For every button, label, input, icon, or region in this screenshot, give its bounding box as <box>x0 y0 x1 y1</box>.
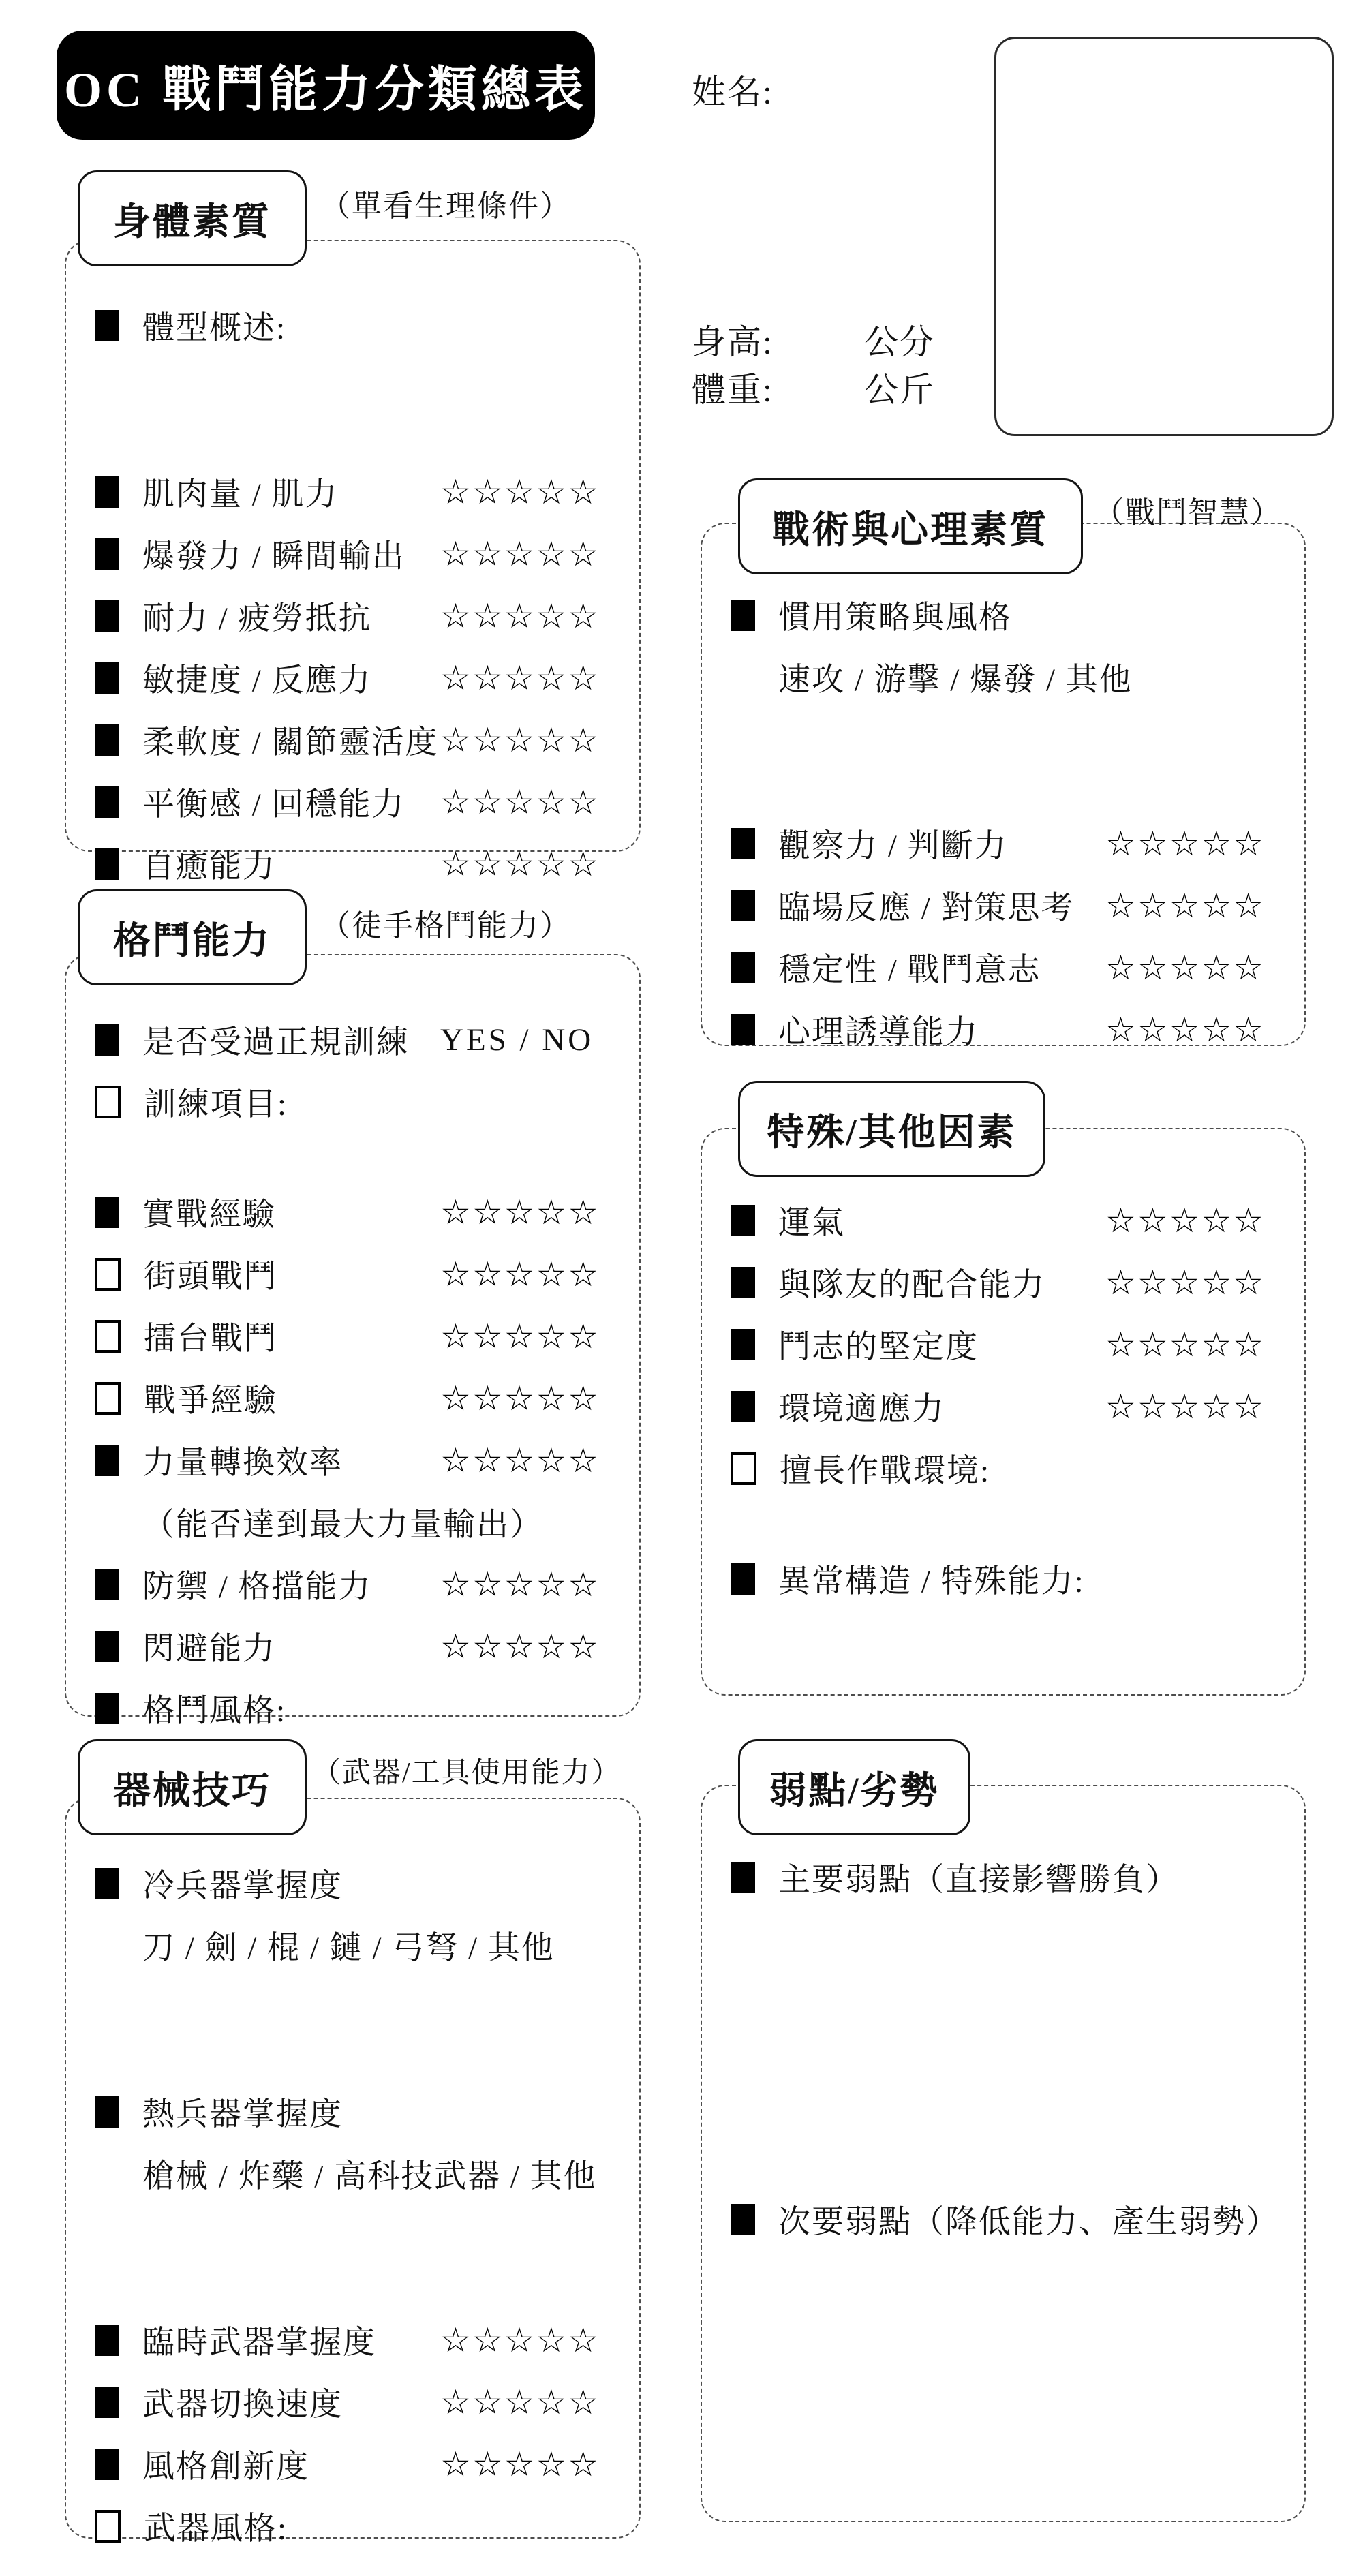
special-rows <box>702 1129 1304 1694</box>
form-row <box>731 1259 1276 1305</box>
row-label: 肌肉量 / 肌力 <box>142 477 339 512</box>
star-rating[interactable]: ☆☆☆☆☆ <box>440 1626 600 1666</box>
row-label: 柔軟度 / 關節靈活度 <box>142 725 439 761</box>
yes-no-choice[interactable]: YES / NO <box>440 1022 594 1058</box>
star-rating[interactable]: ☆☆☆☆☆ <box>440 472 600 512</box>
row-label: 刀 / 劍 / 棍 / 鏈 / 弓弩 / 其他 <box>142 1931 555 1966</box>
filled-square-bullet <box>95 1197 119 1228</box>
form-row <box>95 1561 611 1607</box>
section-header-physical <box>78 170 307 266</box>
row-label: 耐力 / 疲勞抵抗 <box>142 601 372 637</box>
form-row <box>95 2441 611 2487</box>
hollow-square-bullet <box>95 2510 121 2543</box>
row-label: 擅長作戰環境: <box>780 1454 991 1489</box>
filled-square-bullet <box>95 662 119 694</box>
row-label: 戰爭經驗 <box>144 1383 277 1419</box>
filled-square-bullet <box>95 1631 119 1662</box>
form-row <box>95 655 611 701</box>
height-unit-label: 公分 <box>864 323 935 361</box>
form-row <box>95 1499 611 1545</box>
form-row <box>95 469 611 515</box>
filled-square-bullet <box>95 1024 119 1056</box>
hollow-square-bullet <box>95 1320 121 1353</box>
filled-square-bullet <box>95 2096 119 2128</box>
star-rating[interactable]: ☆☆☆☆☆ <box>440 658 600 698</box>
filled-square-bullet <box>95 1569 119 1600</box>
filled-square-bullet <box>95 786 119 818</box>
filled-square-bullet <box>731 890 755 921</box>
form-row <box>95 1313 611 1359</box>
section-panel-weakness <box>701 1785 1306 2522</box>
star-rating[interactable]: ☆☆☆☆☆ <box>440 1564 600 1604</box>
star-rating[interactable]: ☆☆☆☆☆ <box>440 2320 600 2360</box>
section-note-weapons: （武器/工具使用能力） <box>312 1758 622 1789</box>
row-label: 慣用策略與風格 <box>778 600 1012 636</box>
hollow-square-bullet <box>731 1452 756 1485</box>
filled-square-bullet <box>95 2449 119 2480</box>
form-row-with-write-in-space <box>731 654 1276 700</box>
melee-rows <box>66 955 639 1729</box>
form-row <box>731 821 1276 866</box>
form-row <box>731 945 1276 990</box>
row-label: 防禦 / 格擋能力 <box>142 1569 372 1605</box>
form-row-with-write-in-space <box>95 2151 611 2196</box>
form-row <box>95 1375 611 1421</box>
filled-square-bullet <box>95 476 119 508</box>
form-row <box>95 2503 611 2549</box>
filled-square-bullet <box>95 1693 119 1724</box>
section-title-weapons: 器械技巧 <box>112 1770 271 1811</box>
star-rating[interactable]: ☆☆☆☆☆ <box>1105 1200 1266 1240</box>
name-write-in-blank[interactable] <box>797 65 981 107</box>
filled-square-bullet <box>95 538 119 570</box>
form-row <box>95 1251 611 1297</box>
form-row <box>95 841 611 887</box>
row-label: 速攻 / 游擊 / 爆發 / 其他 <box>778 662 1133 698</box>
row-label: 槍械 / 炸藥 / 高科技武器 / 其他 <box>142 2159 597 2194</box>
filled-square-bullet <box>731 600 755 631</box>
filled-square-bullet <box>731 1391 755 1422</box>
section-header-melee <box>78 889 307 985</box>
star-rating[interactable]: ☆☆☆☆☆ <box>440 2382 600 2422</box>
form-row <box>731 1321 1276 1367</box>
row-label: 格鬥風格: <box>142 1693 287 1729</box>
star-rating[interactable]: ☆☆☆☆☆ <box>440 720 600 760</box>
row-label: 主要弱點（直接影響勝負） <box>778 1862 1179 1898</box>
filled-square-bullet <box>731 828 755 859</box>
star-rating[interactable]: ☆☆☆☆☆ <box>1105 1009 1266 1049</box>
row-label: 心理誘導能力 <box>778 1015 979 1050</box>
section-header-weapons <box>78 1739 307 1835</box>
section-title-special: 特殊/其他因素 <box>767 1111 1017 1153</box>
form-row <box>95 2379 611 2425</box>
name-label: 姓名: <box>692 73 774 111</box>
section-header-special <box>738 1081 1045 1177</box>
filled-square-bullet <box>731 1267 755 1298</box>
row-label: 臨時武器掌握度 <box>142 2325 376 2361</box>
row-label: 武器切換速度 <box>142 2387 343 2423</box>
form-row <box>731 2196 1279 2242</box>
filled-square-bullet <box>95 724 119 756</box>
form-row <box>95 1860 611 1906</box>
weight-label: 體重: <box>692 371 774 409</box>
row-label: 鬥志的堅定度 <box>778 1330 979 1365</box>
filled-square-bullet <box>95 600 119 632</box>
form-row-with-write-in-space <box>95 303 611 348</box>
height-label: 身高: <box>692 323 774 361</box>
row-label: 與隊友的配合能力 <box>778 1268 1045 1303</box>
row-label: 街頭戰鬥 <box>144 1259 277 1295</box>
filled-square-bullet <box>95 1445 119 1476</box>
star-rating[interactable]: ☆☆☆☆☆ <box>1105 823 1266 863</box>
section-panel-physical <box>65 240 641 885</box>
section-title-weakness: 弱點/劣勢 <box>769 1770 940 1811</box>
filled-square-bullet <box>731 952 755 983</box>
row-label: 異常構造 / 特殊能力: <box>778 1564 1085 1599</box>
row-label: 武器風格: <box>144 2511 288 2547</box>
form-row <box>95 2089 611 2134</box>
filled-square-bullet <box>731 1014 755 1045</box>
form-row <box>731 1556 1276 1601</box>
height-write-in-blank[interactable] <box>777 315 852 356</box>
row-label: 體型概述: <box>142 311 287 346</box>
physical-rows <box>66 241 639 885</box>
row-label: 實戰經驗 <box>142 1197 276 1233</box>
row-label: 熱兵器掌握度 <box>142 2097 343 2132</box>
tactics-rows <box>702 524 1304 1050</box>
portrait-photo-box[interactable] <box>994 37 1334 436</box>
form-row-with-write-in-space <box>731 1854 1276 1900</box>
row-label: 是否受過正規訓練 <box>142 1025 410 1060</box>
section-header-weakness <box>738 1739 970 1835</box>
weight-unit-label: 公斤 <box>864 371 935 409</box>
star-rating[interactable]: ☆☆☆☆☆ <box>1105 947 1266 987</box>
row-label: 次要弱點（降低能力、產生弱勢） <box>778 2205 1279 2240</box>
filled-square-bullet <box>731 1329 755 1360</box>
filled-square-bullet <box>95 1868 119 1899</box>
star-rating[interactable]: ☆☆☆☆☆ <box>440 782 600 822</box>
row-label: 閃避能力 <box>142 1631 276 1667</box>
star-rating[interactable]: ☆☆☆☆☆ <box>1105 1262 1266 1302</box>
row-label: 爆發力 / 瞬間輸出 <box>142 539 405 574</box>
form-row-with-write-in-space <box>95 1922 611 1968</box>
section-panel-weapons <box>65 1798 641 2547</box>
filled-square-bullet <box>731 1205 755 1236</box>
star-rating[interactable]: ☆☆☆☆☆ <box>1105 885 1266 925</box>
weight-write-in-blank[interactable] <box>777 363 852 403</box>
row-label: 冷兵器掌握度 <box>142 1869 343 1904</box>
star-rating[interactable]: ☆☆☆☆☆ <box>440 1254 600 1294</box>
form-row <box>731 883 1276 928</box>
star-rating[interactable]: ☆☆☆☆☆ <box>1105 1324 1266 1364</box>
star-rating[interactable]: ☆☆☆☆☆ <box>440 1192 600 1232</box>
row-label: 平衡感 / 回穩能力 <box>142 787 405 823</box>
row-label: 訓練項目: <box>144 1087 288 1122</box>
section-panel-melee <box>65 954 641 1729</box>
row-label: （能否達到最大力量輸出） <box>142 1507 543 1543</box>
form-row <box>95 1189 611 1235</box>
section-title-melee: 格鬥能力 <box>112 920 271 962</box>
star-rating[interactable]: ☆☆☆☆☆ <box>440 534 600 574</box>
form-row <box>731 1197 1276 1243</box>
weapons-rows <box>66 1799 639 2547</box>
title-banner <box>57 31 595 140</box>
star-rating[interactable]: ☆☆☆☆☆ <box>440 1316 600 1356</box>
star-rating[interactable]: ☆☆☆☆☆ <box>440 1440 600 1480</box>
row-label: 臨場反應 / 對策思考 <box>778 891 1075 926</box>
form-row <box>731 1383 1276 1429</box>
row-label: 力量轉換效率 <box>142 1445 343 1481</box>
section-note-melee: （徒手格鬥能力） <box>320 909 571 942</box>
form-row <box>95 593 611 639</box>
form-row <box>95 1437 611 1483</box>
form-row <box>731 1007 1276 1052</box>
section-note-physical: （單看生理條件） <box>320 189 571 223</box>
row-label: 觀察力 / 判斷力 <box>778 829 1008 864</box>
weakness-rows <box>702 1786 1304 2521</box>
form-row <box>731 592 1276 638</box>
form-row <box>95 717 611 763</box>
form-row <box>95 2317 611 2363</box>
row-label: 自癒能力 <box>142 849 276 885</box>
row-label: 擂台戰鬥 <box>144 1321 277 1357</box>
section-note-tactics: （戰鬥智慧） <box>1094 496 1282 530</box>
hollow-square-bullet <box>95 1258 121 1291</box>
star-rating[interactable]: ☆☆☆☆☆ <box>440 1378 600 1418</box>
row-label: 風格創新度 <box>142 2449 309 2485</box>
form-row-with-write-in-space <box>95 1079 611 1124</box>
hollow-square-bullet <box>95 1086 121 1118</box>
form-row <box>95 1017 611 1062</box>
form-row <box>95 1623 611 1669</box>
section-title-tactics: 戰術與心理素質 <box>771 509 1049 551</box>
filled-square-bullet <box>731 1563 755 1595</box>
section-title-physical: 身體素質 <box>112 201 271 243</box>
filled-square-bullet <box>731 1862 755 1893</box>
row-label: 運氣 <box>778 1206 845 1241</box>
star-rating[interactable]: ☆☆☆☆☆ <box>440 596 600 636</box>
filled-square-bullet <box>95 2325 119 2356</box>
row-label: 敏捷度 / 反應力 <box>142 663 372 699</box>
filled-square-bullet <box>95 848 119 880</box>
form-row <box>95 1685 611 1731</box>
section-header-tactics <box>738 478 1083 574</box>
filled-square-bullet <box>95 310 119 341</box>
section-panel-special <box>701 1128 1306 1696</box>
form-row <box>95 531 611 577</box>
filled-square-bullet <box>731 2204 755 2235</box>
star-rating[interactable]: ☆☆☆☆☆ <box>1105 1386 1266 1426</box>
row-label: 穩定性 / 戰鬥意志 <box>778 953 1041 988</box>
form-row-with-write-in-space <box>731 1445 1276 1491</box>
filled-square-bullet <box>95 2387 119 2418</box>
row-label: 環境適應力 <box>778 1392 945 1427</box>
section-panel-tactics <box>701 523 1306 1050</box>
star-rating[interactable]: ☆☆☆☆☆ <box>440 844 600 884</box>
star-rating[interactable]: ☆☆☆☆☆ <box>440 2444 600 2484</box>
hollow-square-bullet <box>95 1382 121 1415</box>
form-row <box>95 779 611 825</box>
page-title: OC 戰鬥能力分類總表 <box>63 63 587 117</box>
